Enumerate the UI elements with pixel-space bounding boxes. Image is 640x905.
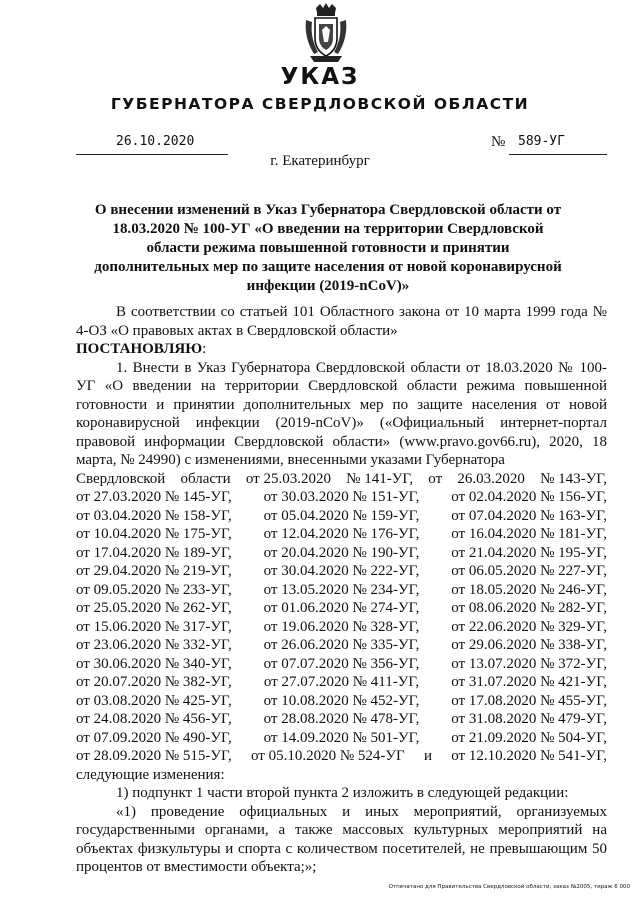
orders-row bbox=[76, 710, 607, 729]
orders-cell: от 17.04.2020 № 189-УГ, bbox=[76, 544, 232, 561]
document-city: г. Екатеринбург bbox=[270, 153, 370, 169]
orders-cell: от 23.06.2020 № 332-УГ, bbox=[76, 637, 232, 653]
orders-cell: от 07.07.2020 № 356-УГ, bbox=[263, 655, 420, 672]
document-title: УКАЗ bbox=[280, 64, 360, 90]
document-number: 589-УГ bbox=[518, 134, 565, 149]
orders-cell: от 14.09.2020 № 501-УГ, bbox=[263, 729, 420, 746]
orders-cell: от 13.07.2020 № 372-УГ, bbox=[451, 655, 607, 672]
document-subtitle: ГУБЕРНАТОРА СВЕРДЛОВСКОЙ ОБЛАСТИ bbox=[110, 95, 530, 113]
orders-cell: от 31.07.2020 № 421-УГ, bbox=[451, 674, 607, 690]
orders-cell: от 03.08.2020 № 425-УГ, bbox=[76, 692, 232, 709]
orders-row bbox=[76, 488, 607, 507]
amendment-orders-list bbox=[76, 470, 607, 766]
orders-cell: области bbox=[180, 470, 231, 487]
orders-row bbox=[76, 544, 607, 563]
decree-word: ПОСТАНОВЛЯЮ bbox=[76, 341, 203, 357]
orders-cell: от 05.04.2020 № 159-УГ, bbox=[263, 507, 420, 524]
orders-cell: от 30.04.2020 № 222-УГ, bbox=[263, 563, 420, 579]
orders-cell: от 13.05.2020 № 234-УГ, bbox=[263, 581, 420, 598]
quoted-text: «1) проведение официальных и иных мероприятий, организуемых государственными органами, а также массовых культурных мероприятий на объектах физкультуры и спорта с количеством посетителей, не превышающим 50 процентов от вместимости объекта;»; bbox=[76, 803, 607, 875]
orders-cell: 26.03.2020 bbox=[457, 470, 525, 487]
orders-cell: от 10.04.2020 № 175-УГ, bbox=[76, 526, 232, 542]
orders-cell: от 25.05.2020 № 262-УГ, bbox=[76, 600, 232, 616]
orders-cell: от 07.04.2020 № 163-УГ, bbox=[451, 507, 607, 524]
orders-row bbox=[76, 525, 607, 544]
orders-cell: от 30.03.2020 № 151-УГ, bbox=[263, 489, 420, 505]
orders-row bbox=[76, 618, 607, 637]
orders-cell: от 01.06.2020 № 274-УГ, bbox=[263, 600, 420, 616]
orders-row-last bbox=[76, 747, 607, 766]
document-date: 26.10.2020 bbox=[116, 134, 195, 149]
orders-cell: от 20.04.2020 № 190-УГ, bbox=[263, 544, 420, 561]
orders-cell: от 26.06.2020 № 335-УГ, bbox=[263, 637, 420, 653]
document-heading: О внесении изменений в Указ Губернатора Свердловской области от 18.03.2020 № 100-УГ «О введении на территории Свердловской области режима повышенной готовности и принятии дополнительных мер по защите населения от новой коронавирусной инфекции (2019-nCoV)» bbox=[94, 202, 562, 294]
orders-cell: от 21.04.2020 № 195-УГ, bbox=[451, 544, 607, 561]
orders-row bbox=[76, 507, 607, 526]
orders-cell: от 05.10.2020 № 524-УГ bbox=[251, 748, 405, 764]
orders-cell: от 31.08.2020 № 479-УГ, bbox=[451, 711, 607, 727]
orders-cell: от bbox=[428, 470, 443, 487]
orders-cell: № 141-УГ, bbox=[346, 470, 414, 487]
orders-cell: от 18.05.2020 № 246-УГ, bbox=[451, 581, 607, 598]
orders-cell: от 15.06.2020 № 317-УГ, bbox=[76, 618, 232, 635]
orders-row bbox=[76, 581, 607, 600]
orders-cell: от 27.07.2020 № 411-УГ, bbox=[263, 674, 420, 690]
orders-cell: от 19.06.2020 № 328-УГ, bbox=[263, 618, 420, 635]
orders-cell: от 10.08.2020 № 452-УГ, bbox=[263, 692, 420, 709]
orders-cell: от 29.04.2020 № 219-УГ, bbox=[76, 563, 232, 579]
orders-cell: № 143-УГ, bbox=[540, 470, 607, 487]
orders-cell: от 24.08.2020 № 456-УГ, bbox=[76, 711, 232, 727]
orders-row bbox=[76, 655, 607, 674]
orders-cell: от 17.08.2020 № 455-УГ, bbox=[451, 692, 607, 709]
orders-cell: от 27.03.2020 № 145-УГ, bbox=[76, 489, 232, 505]
orders-cell: от 28.08.2020 № 478-УГ, bbox=[263, 711, 420, 727]
document-body bbox=[76, 303, 607, 877]
orders-cell: от 22.06.2020 № 329-УГ, bbox=[451, 618, 607, 635]
orders-cell: от 08.06.2020 № 282-УГ, bbox=[451, 600, 607, 616]
orders-cell: от 02.04.2020 № 156-УГ, bbox=[451, 489, 607, 505]
preamble-paragraph: В соответствии со статьей 101 Областного закона от 10 марта 1999 года № 4-ОЗ «О правовых актах в Свердловской области» bbox=[76, 304, 607, 339]
orders-row bbox=[76, 562, 607, 581]
subitem-1: 1) подпункт 1 части второй пункта 2 изложить в следующей редакции: bbox=[116, 785, 569, 801]
orders-cell: от 12.10.2020 № 541-УГ, bbox=[451, 748, 607, 764]
orders-row bbox=[76, 673, 607, 692]
orders-rows bbox=[76, 488, 607, 747]
orders-cell: и bbox=[423, 748, 432, 764]
orders-cell: от 25.03.2020 bbox=[245, 470, 331, 487]
orders-cell: Свердловской bbox=[76, 470, 166, 487]
orders-cell: от 12.04.2020 № 176-УГ, bbox=[263, 526, 420, 542]
orders-cell: от 03.04.2020 № 158-УГ, bbox=[76, 507, 232, 524]
orders-tail: следующие изменения: bbox=[76, 766, 225, 783]
orders-row bbox=[76, 636, 607, 655]
decree-word-paragraph bbox=[76, 340, 607, 359]
number-sign: № bbox=[491, 134, 506, 150]
print-footer: Отпечатано для Правительства Свердловской области, заказ №2005, тираж 6 000 bbox=[388, 884, 630, 890]
coat-of-arms-icon bbox=[302, 2, 350, 64]
orders-cell: от 07.09.2020 № 490-УГ, bbox=[76, 729, 232, 746]
orders-row-first bbox=[76, 470, 607, 489]
orders-row bbox=[76, 729, 607, 748]
orders-cell: от 06.05.2020 № 227-УГ, bbox=[451, 563, 607, 579]
orders-row bbox=[76, 599, 607, 618]
orders-cell: от 30.06.2020 № 340-УГ, bbox=[76, 655, 232, 672]
orders-cell: от 09.05.2020 № 233-УГ, bbox=[76, 581, 232, 598]
orders-cell: от 29.06.2020 № 338-УГ, bbox=[451, 637, 607, 653]
decree-colon: : bbox=[202, 341, 207, 357]
orders-cell: от 20.07.2020 № 382-УГ, bbox=[76, 674, 232, 690]
item-1-intro: 1. Внести в Указ Губернатора Свердловской области от 18.03.2020 № 100-УГ «О введении на территории Свердловской области режима повышенной готовности и принятии дополнительных мер по защите населения от новой коронавирусной инфекции (2019-nCoV)» («Официальный интернет-портал правовой информации Свердловской области» (www.pravo.gov66.ru), 2020, 18 марта, № 24990) с изменениями, внесенными указами Губернатора bbox=[76, 359, 607, 468]
orders-cell: от 28.09.2020 № 515-УГ, bbox=[76, 748, 232, 764]
orders-row bbox=[76, 692, 607, 711]
orders-cell: от 21.09.2020 № 504-УГ, bbox=[451, 729, 607, 746]
orders-cell: от 16.04.2020 № 181-УГ, bbox=[451, 526, 607, 542]
